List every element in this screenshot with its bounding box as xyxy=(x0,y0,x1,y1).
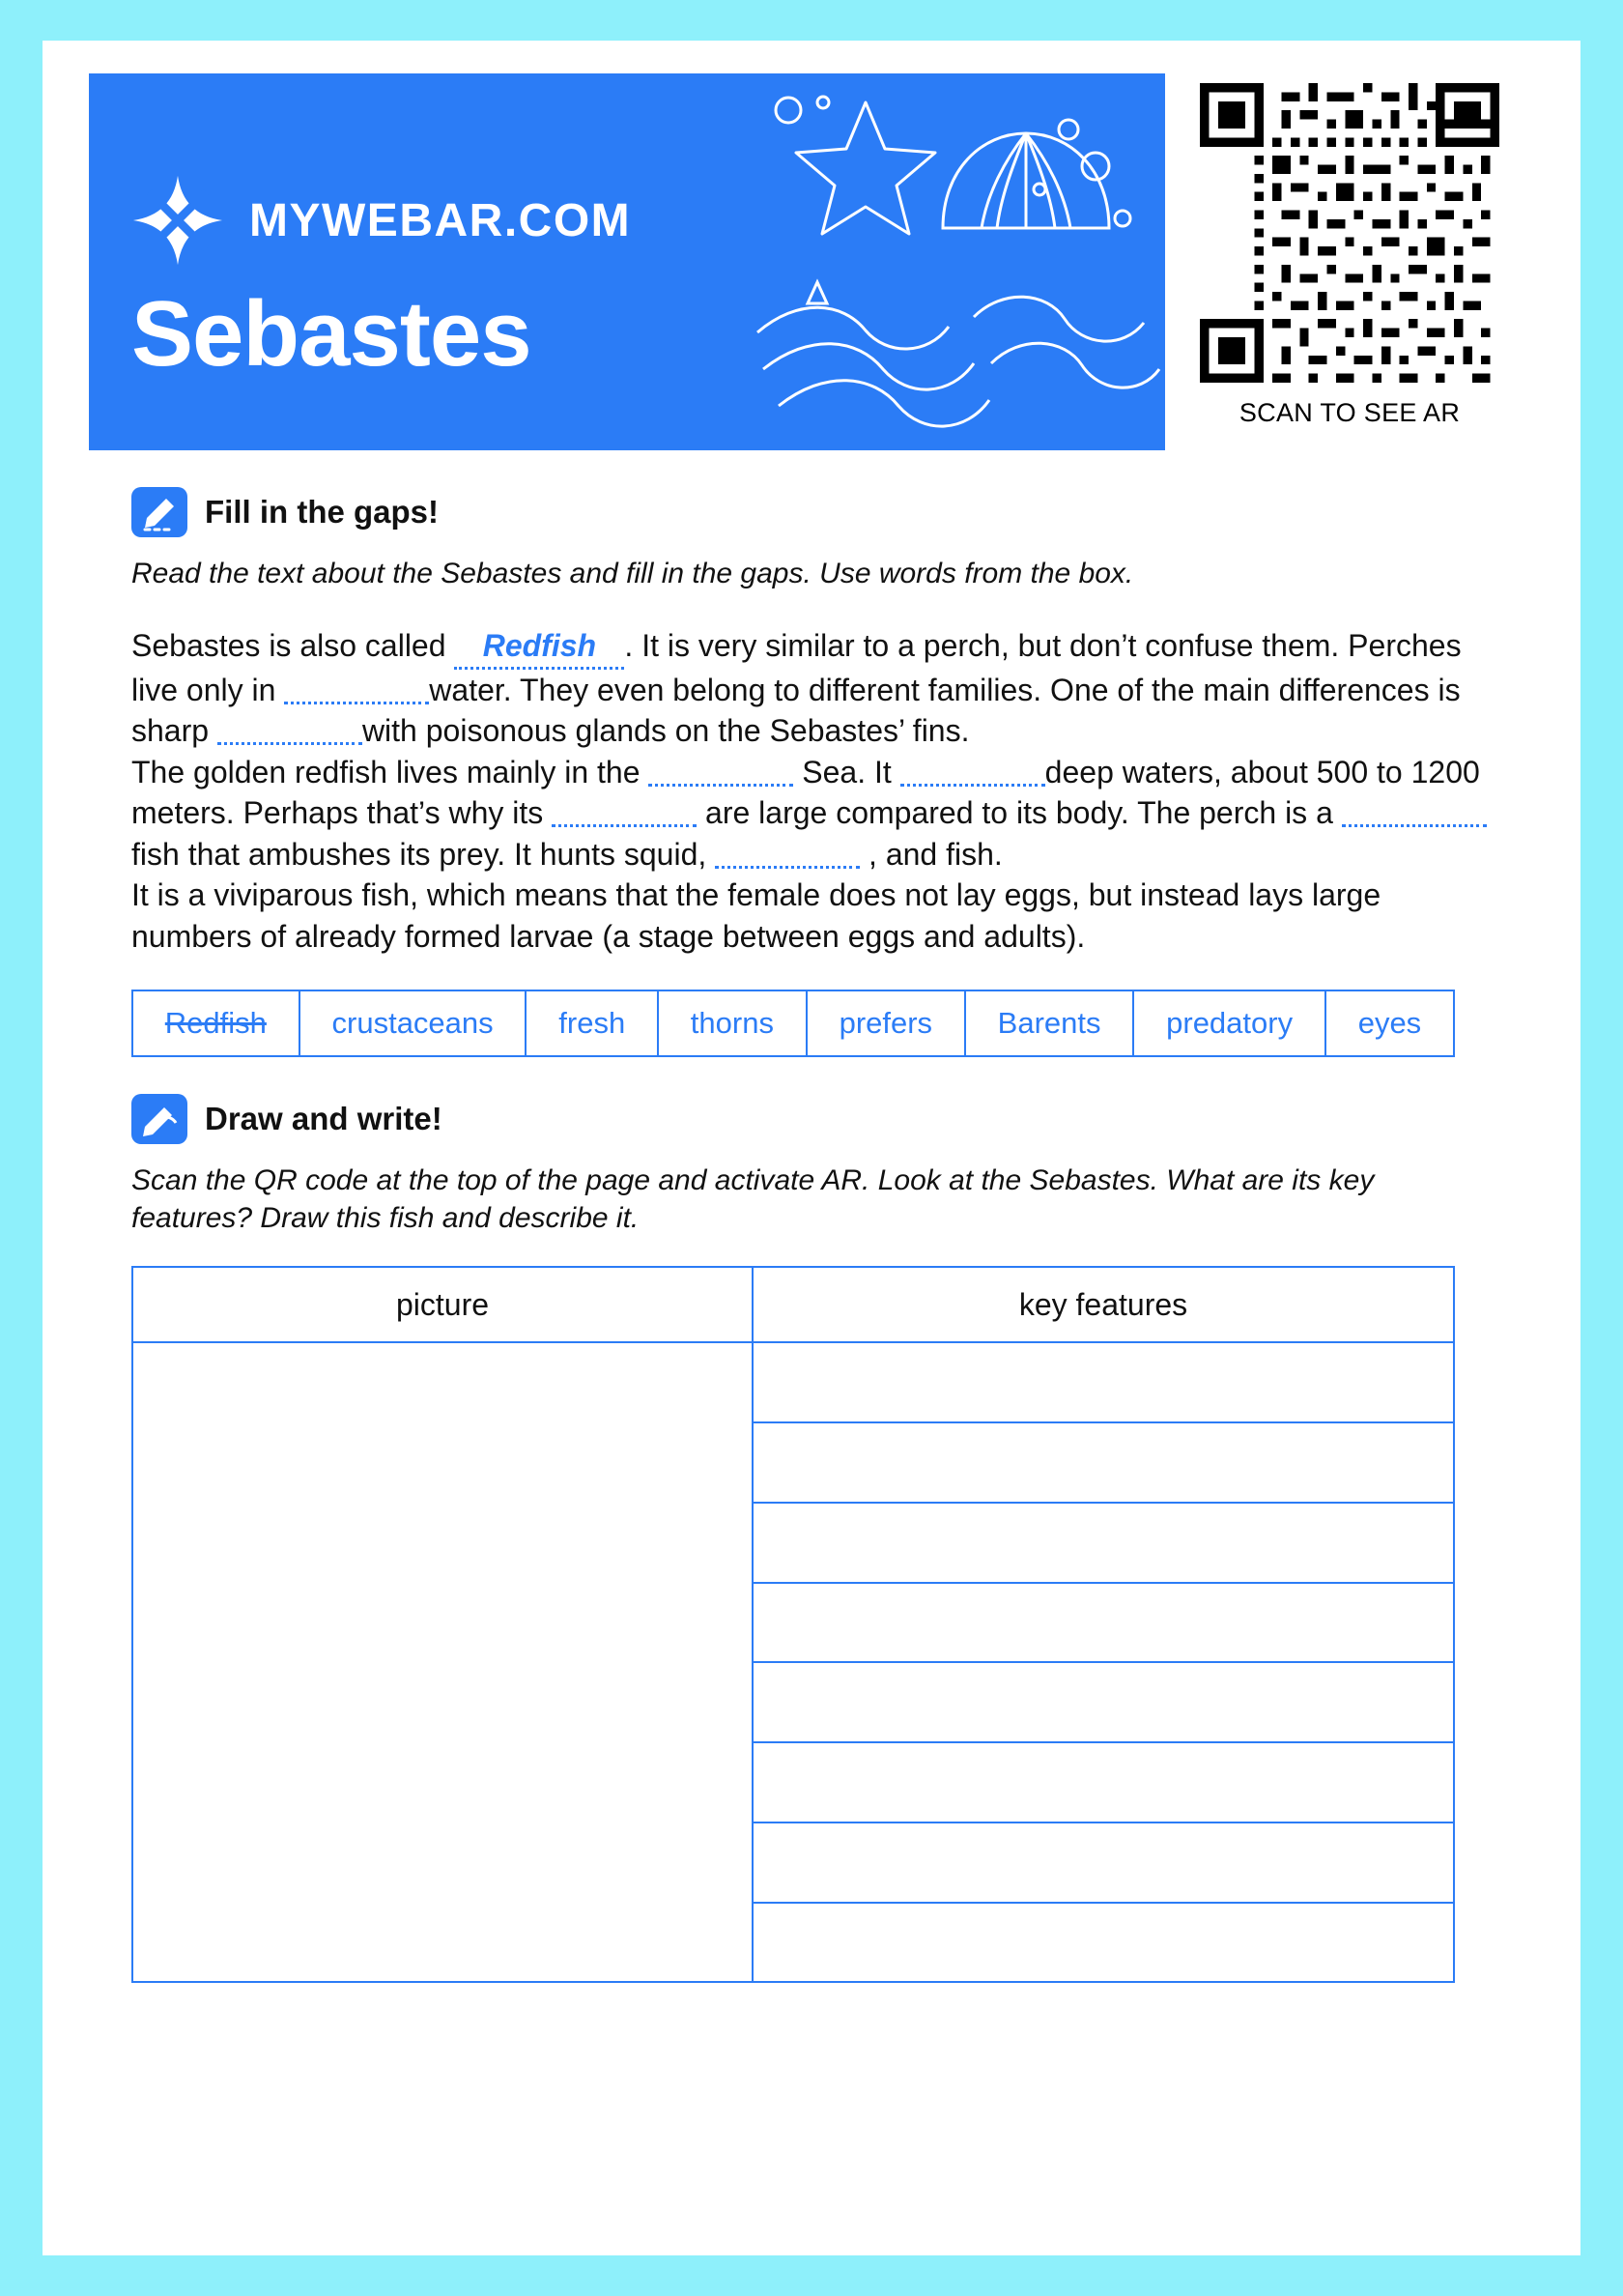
brand-row xyxy=(131,174,631,267)
key-features-lines xyxy=(754,1343,1453,1981)
qr-caption: SCAN TO SEE AR xyxy=(1239,398,1461,427)
writing-line[interactable] xyxy=(754,1423,1453,1504)
paragraph-3: It is a viviparous fish, which means that the female does not lay eggs, but instead lays large numbers of already formed larvae (a stage between eggs and adults). xyxy=(131,877,1381,954)
qr-section xyxy=(1190,73,1509,428)
section-instruction: Scan the QR code at the top of the page and activate AR. Look at the Sebastes. What are its key features? Draw this fish and describe it. xyxy=(131,1164,1375,1235)
gap-answer-1[interactable]: Redfish xyxy=(454,625,624,670)
brand-name: MYWEBAR.COM xyxy=(249,194,632,246)
text-run: are large compared to its body. The perch is a xyxy=(697,795,1342,831)
section-header-draw-write xyxy=(131,1094,1534,1144)
drawing-area[interactable] xyxy=(133,1343,754,1981)
word-bank-item[interactable]: eyes xyxy=(1357,1006,1422,1041)
word-bank xyxy=(131,990,1455,1057)
reading-text xyxy=(131,625,1503,957)
text-run: with poisonous glands on the Sebastes’ fins. xyxy=(361,713,970,749)
draw-pencil-icon xyxy=(131,1094,187,1144)
column-header-picture: picture xyxy=(133,1268,754,1341)
word-bank-item[interactable]: fresh xyxy=(527,991,659,1055)
section-title: Draw and write! xyxy=(205,1101,442,1137)
page-title: Sebastes xyxy=(131,282,531,386)
word-bank-item[interactable]: predatory xyxy=(1134,991,1326,1055)
word-bank-item[interactable]: prefers xyxy=(808,991,966,1055)
gap-blank-4[interactable] xyxy=(648,755,793,787)
writing-line[interactable] xyxy=(754,1904,1453,1982)
section-title: Fill in the gaps! xyxy=(205,494,440,530)
header xyxy=(89,73,1534,450)
word-bank-item[interactable]: crustaceans xyxy=(300,991,527,1055)
writing-line[interactable] xyxy=(754,1343,1453,1423)
text-run: deep waters, about 500 to 1200 meters. Perhaps that’s why its xyxy=(131,754,1480,831)
word-bank-item[interactable]: Redfish xyxy=(133,991,300,1055)
text-run: Sea. It xyxy=(793,754,900,789)
text-run: water. They even belong to different families. One of the main differences is sharp xyxy=(131,672,1461,749)
text-run: Sebastes is also called xyxy=(131,628,455,663)
word-bank-item[interactable]: thorns xyxy=(659,991,808,1055)
paragraph-2 xyxy=(131,752,1503,875)
text-run: fish that ambushes its prey. It hunts squid, xyxy=(131,836,716,872)
x-star-logo-icon xyxy=(131,174,224,267)
gap-blank-8[interactable] xyxy=(715,837,860,869)
section-instruction: Read the text about the Sebastes and fill in the gaps. Use words from the box. xyxy=(131,558,1134,589)
gap-blank-2[interactable] xyxy=(284,673,429,704)
pencil-write-icon xyxy=(131,487,187,537)
gap-blank-7[interactable] xyxy=(1342,795,1487,827)
writing-line[interactable] xyxy=(754,1823,1453,1904)
gap-blank-5[interactable] xyxy=(900,755,1045,787)
text-run: . It is very similar to a perch, but don’t confuse them. Perches live only in xyxy=(131,628,1462,707)
writing-line[interactable] xyxy=(754,1584,1453,1664)
column-header-key-features: key features xyxy=(1018,1286,1188,1322)
qr-code-icon[interactable] xyxy=(1200,73,1499,392)
section-header-fill-gaps xyxy=(131,487,1534,537)
writing-line[interactable] xyxy=(754,1504,1453,1584)
paragraph-1 xyxy=(131,625,1503,752)
writing-line[interactable] xyxy=(754,1663,1453,1743)
table-header-row xyxy=(133,1268,1453,1343)
title-banner xyxy=(89,73,1165,450)
sea-illustration-icon xyxy=(750,73,1165,450)
draw-and-write-table xyxy=(131,1266,1455,1983)
table-body xyxy=(133,1343,1453,1981)
text-run: The golden redfish lives mainly in the xyxy=(131,754,649,789)
gap-blank-3[interactable] xyxy=(217,713,362,745)
writing-line[interactable] xyxy=(754,1743,1453,1823)
text-run: , and fish. xyxy=(860,836,1003,872)
word-bank-item[interactable]: Barents xyxy=(966,991,1134,1055)
worksheet-sheet xyxy=(43,41,1580,2255)
gap-blank-6[interactable] xyxy=(552,795,697,827)
